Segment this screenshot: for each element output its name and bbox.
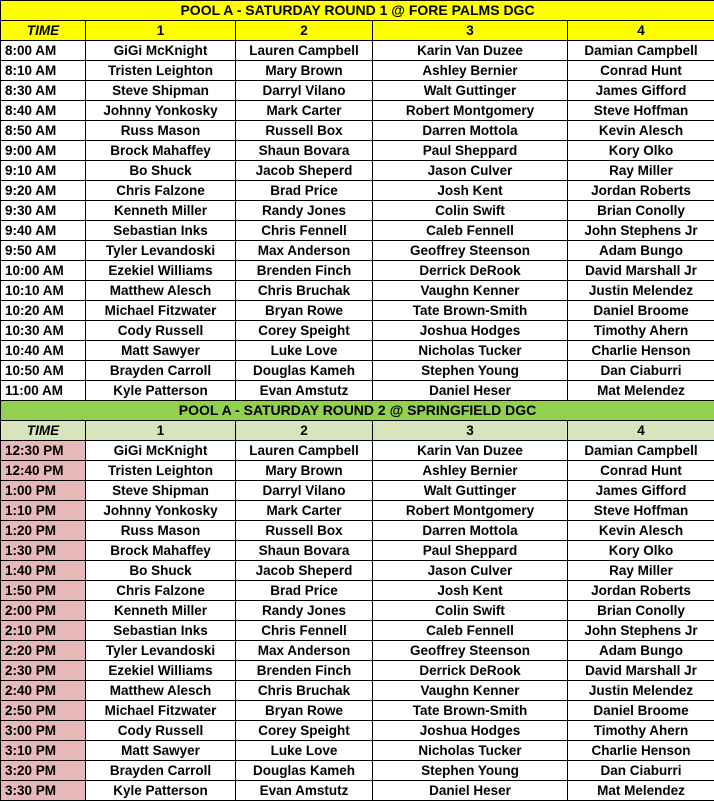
player-cell: Chris Fennell (236, 621, 373, 641)
player-cell: Shaun Bovara (236, 541, 373, 561)
player-cell: Kyle Patterson (86, 781, 236, 801)
player-cell: Charlie Henson (568, 341, 714, 361)
player-cell: Conrad Hunt (568, 461, 714, 481)
player-cell: Lauren Campbell (236, 441, 373, 461)
tee-time-cell: 2:40 PM (1, 681, 86, 701)
player-cell: Vaughn Kenner (373, 281, 568, 301)
player-cell: Corey Speight (236, 321, 373, 341)
round-title-row (1, 1, 714, 21)
player-cell: Timothy Ahern (568, 321, 714, 341)
tee-time-cell: 10:10 AM (1, 281, 86, 301)
player-cell: Adam Bungo (568, 641, 714, 661)
player-cell: Matt Sawyer (86, 741, 236, 761)
player-cell: Daniel Broome (568, 701, 714, 721)
player-cell: Tate Brown-Smith (373, 301, 568, 321)
player-cell: Tyler Levandoski (86, 241, 236, 261)
player-cell: Steve Shipman (86, 481, 236, 501)
tee-time-row (1, 541, 714, 561)
player-cell: James Gifford (568, 81, 714, 101)
tee-time-cell: 3:00 PM (1, 721, 86, 741)
tee-time-cell: 1:30 PM (1, 541, 86, 561)
player-cell: Brayden Carroll (86, 361, 236, 381)
player-cell: Matt Sawyer (86, 341, 236, 361)
player-cell: Jacob Sheperd (236, 161, 373, 181)
tee-time-row (1, 261, 714, 281)
tee-time-cell: 12:40 PM (1, 461, 86, 481)
player-cell: Colin Swift (373, 601, 568, 621)
tee-time-cell: 9:30 AM (1, 201, 86, 221)
tee-time-cell: 9:50 AM (1, 241, 86, 261)
card-position-header: 1 (86, 21, 236, 41)
player-cell: Damian Campbell (568, 441, 714, 461)
tee-time-cell: 9:40 AM (1, 221, 86, 241)
tee-time-cell: 1:20 PM (1, 521, 86, 541)
player-cell: Jordan Roberts (568, 581, 714, 601)
card-position-header: 4 (568, 21, 714, 41)
player-cell: Jordan Roberts (568, 181, 714, 201)
player-cell: Colin Swift (373, 201, 568, 221)
player-cell: Nicholas Tucker (373, 341, 568, 361)
player-cell: Stephen Young (373, 361, 568, 381)
tee-time-row (1, 761, 714, 781)
tee-time-row (1, 181, 714, 201)
player-cell: Daniel Heser (373, 381, 568, 401)
tee-time-cell: 10:20 AM (1, 301, 86, 321)
player-cell: Conrad Hunt (568, 61, 714, 81)
tee-time-cell: 3:20 PM (1, 761, 86, 781)
player-cell: Chris Falzone (86, 581, 236, 601)
player-cell: Shaun Bovara (236, 141, 373, 161)
player-cell: Dan Ciaburri (568, 361, 714, 381)
player-cell: Geoffrey Steenson (373, 641, 568, 661)
round-title: POOL A - SATURDAY ROUND 2 @ SPRINGFIELD DGC (1, 401, 714, 421)
player-cell: Brayden Carroll (86, 761, 236, 781)
player-cell: Bo Shuck (86, 561, 236, 581)
tee-time-row (1, 521, 714, 541)
card-position-header: 4 (568, 421, 714, 441)
tee-time-cell: 3:30 PM (1, 781, 86, 801)
card-position-header: 3 (373, 21, 568, 41)
player-cell: Damian Campbell (568, 41, 714, 61)
player-cell: Kory Olko (568, 541, 714, 561)
tee-time-row (1, 141, 714, 161)
player-cell: Kenneth Miller (86, 601, 236, 621)
tee-time-cell: 1:10 PM (1, 501, 86, 521)
player-cell: Jason Culver (373, 161, 568, 181)
player-cell: Mary Brown (236, 461, 373, 481)
player-cell: Paul Sheppard (373, 541, 568, 561)
tee-time-row (1, 501, 714, 521)
player-cell: Darryl Vilano (236, 481, 373, 501)
tee-time-row (1, 101, 714, 121)
player-cell: Johnny Yonkosky (86, 501, 236, 521)
player-cell: Tate Brown-Smith (373, 701, 568, 721)
tee-time-row (1, 341, 714, 361)
player-cell: Brian Conolly (568, 201, 714, 221)
player-cell: Daniel Broome (568, 301, 714, 321)
player-cell: Luke Love (236, 741, 373, 761)
player-cell: Stephen Young (373, 761, 568, 781)
tee-time-cell: 10:30 AM (1, 321, 86, 341)
tee-time-cell: 10:00 AM (1, 261, 86, 281)
tee-time-row (1, 161, 714, 181)
player-cell: Ray Miller (568, 561, 714, 581)
player-cell: Russell Box (236, 521, 373, 541)
player-cell: Mark Carter (236, 101, 373, 121)
tee-time-cell: 9:00 AM (1, 141, 86, 161)
player-cell: Chris Bruchak (236, 681, 373, 701)
player-cell: Dan Ciaburri (568, 761, 714, 781)
player-cell: Kevin Alesch (568, 121, 714, 141)
tee-time-row (1, 381, 714, 401)
round-title: POOL A - SATURDAY ROUND 1 @ FORE PALMS DGC (1, 1, 714, 21)
player-cell: Mat Melendez (568, 381, 714, 401)
player-cell: Charlie Henson (568, 741, 714, 761)
tee-time-row (1, 301, 714, 321)
player-cell: Ashley Bernier (373, 61, 568, 81)
player-cell: Cody Russell (86, 321, 236, 341)
tee-time-cell: 8:30 AM (1, 81, 86, 101)
tee-time-cell: 10:40 AM (1, 341, 86, 361)
player-cell: Joshua Hodges (373, 721, 568, 741)
player-cell: Russ Mason (86, 121, 236, 141)
player-cell: James Gifford (568, 481, 714, 501)
player-cell: Josh Kent (373, 181, 568, 201)
player-cell: Brad Price (236, 581, 373, 601)
player-cell: Paul Sheppard (373, 141, 568, 161)
player-cell: Sebastian Inks (86, 621, 236, 641)
tee-time-row (1, 561, 714, 581)
tee-time-cell: 2:50 PM (1, 701, 86, 721)
player-cell: Justin Melendez (568, 281, 714, 301)
tee-time-row (1, 701, 714, 721)
tee-time-row (1, 621, 714, 641)
player-cell: John Stephens Jr (568, 621, 714, 641)
player-cell: Cody Russell (86, 721, 236, 741)
player-cell: Kory Olko (568, 141, 714, 161)
tee-time-row (1, 601, 714, 621)
tee-time-cell: 12:30 PM (1, 441, 86, 461)
player-cell: Mark Carter (236, 501, 373, 521)
tee-time-row (1, 321, 714, 341)
tee-time-row (1, 721, 714, 741)
player-cell: Robert Montgomery (373, 501, 568, 521)
tee-time-cell: 3:10 PM (1, 741, 86, 761)
player-cell: Randy Jones (236, 601, 373, 621)
player-cell: Max Anderson (236, 241, 373, 261)
player-cell: Michael Fitzwater (86, 701, 236, 721)
player-cell: Kyle Patterson (86, 381, 236, 401)
player-cell: Caleb Fennell (373, 621, 568, 641)
player-cell: David Marshall Jr (568, 261, 714, 281)
player-cell: Ezekiel Williams (86, 661, 236, 681)
tee-time-cell: 8:40 AM (1, 101, 86, 121)
tee-time-cell: 1:00 PM (1, 481, 86, 501)
tee-time-cell: 2:00 PM (1, 601, 86, 621)
tee-time-row (1, 41, 714, 61)
tee-time-cell: 8:00 AM (1, 41, 86, 61)
player-cell: Robert Montgomery (373, 101, 568, 121)
player-cell: Brock Mahaffey (86, 141, 236, 161)
player-cell: Luke Love (236, 341, 373, 361)
tee-time-row (1, 281, 714, 301)
tee-time-cell: 11:00 AM (1, 381, 86, 401)
player-cell: Walt Guttinger (373, 481, 568, 501)
round-title-row (1, 401, 714, 421)
player-cell: Daniel Heser (373, 781, 568, 801)
tee-time-cell: 2:20 PM (1, 641, 86, 661)
player-cell: Max Anderson (236, 641, 373, 661)
player-cell: Tristen Leighton (86, 61, 236, 81)
player-cell: Darren Mottola (373, 121, 568, 141)
player-cell: Ray Miller (568, 161, 714, 181)
tee-time-cell: 10:50 AM (1, 361, 86, 381)
player-cell: Douglas Kameh (236, 761, 373, 781)
player-cell: Mary Brown (236, 61, 373, 81)
player-cell: Russell Box (236, 121, 373, 141)
tee-time-cell: 8:10 AM (1, 61, 86, 81)
time-column-header: TIME (1, 421, 86, 441)
player-cell: David Marshall Jr (568, 661, 714, 681)
tee-time-cell: 9:10 AM (1, 161, 86, 181)
tee-time-row (1, 641, 714, 661)
player-cell: Timothy Ahern (568, 721, 714, 741)
player-cell: Derrick DeRook (373, 661, 568, 681)
player-cell: Lauren Campbell (236, 41, 373, 61)
player-cell: Russ Mason (86, 521, 236, 541)
tee-time-row (1, 81, 714, 101)
player-cell: Karin Van Duzee (373, 441, 568, 461)
player-cell: Brad Price (236, 181, 373, 201)
tee-time-cell: 1:40 PM (1, 561, 86, 581)
player-cell: Bo Shuck (86, 161, 236, 181)
card-position-header: 1 (86, 421, 236, 441)
player-cell: Caleb Fennell (373, 221, 568, 241)
player-cell: Brenden Finch (236, 661, 373, 681)
player-cell: Randy Jones (236, 201, 373, 221)
tee-time-row (1, 681, 714, 701)
player-cell: Bryan Rowe (236, 701, 373, 721)
player-cell: Steve Shipman (86, 81, 236, 101)
player-cell: Mat Melendez (568, 781, 714, 801)
tee-time-cell: 8:50 AM (1, 121, 86, 141)
player-cell: Bryan Rowe (236, 301, 373, 321)
player-cell: Douglas Kameh (236, 361, 373, 381)
player-cell: Ezekiel Williams (86, 261, 236, 281)
player-cell: Josh Kent (373, 581, 568, 601)
player-cell: Chris Fennell (236, 221, 373, 241)
player-cell: Evan Amstutz (236, 381, 373, 401)
player-cell: GiGi McKnight (86, 441, 236, 461)
tee-time-row (1, 441, 714, 461)
player-cell: Johnny Yonkosky (86, 101, 236, 121)
column-header-row (1, 421, 714, 441)
card-position-header: 2 (236, 421, 373, 441)
player-cell: Vaughn Kenner (373, 681, 568, 701)
player-cell: Derrick DeRook (373, 261, 568, 281)
player-cell: Darryl Vilano (236, 81, 373, 101)
tee-time-row (1, 201, 714, 221)
tee-time-row (1, 781, 714, 801)
player-cell: Jason Culver (373, 561, 568, 581)
tee-time-row (1, 121, 714, 141)
player-cell: Kenneth Miller (86, 201, 236, 221)
card-position-header: 2 (236, 21, 373, 41)
player-cell: Matthew Alesch (86, 681, 236, 701)
player-cell: Walt Guttinger (373, 81, 568, 101)
tee-time-row (1, 581, 714, 601)
player-cell: Justin Melendez (568, 681, 714, 701)
tee-time-cell: 2:10 PM (1, 621, 86, 641)
sheet-body (1, 1, 714, 801)
tee-time-cell: 2:30 PM (1, 661, 86, 681)
player-cell: Sebastian Inks (86, 221, 236, 241)
tee-time-row (1, 241, 714, 261)
card-position-header: 3 (373, 421, 568, 441)
tee-time-row (1, 661, 714, 681)
tee-time-row (1, 61, 714, 81)
player-cell: Adam Bungo (568, 241, 714, 261)
column-header-row (1, 21, 714, 41)
player-cell: Kevin Alesch (568, 521, 714, 541)
tee-time-row (1, 221, 714, 241)
tee-time-cell: 1:50 PM (1, 581, 86, 601)
tee-time-row (1, 741, 714, 761)
player-cell: Jacob Sheperd (236, 561, 373, 581)
player-cell: Brock Mahaffey (86, 541, 236, 561)
player-cell: Brian Conolly (568, 601, 714, 621)
player-cell: Joshua Hodges (373, 321, 568, 341)
player-cell: Ashley Bernier (373, 461, 568, 481)
player-cell: Matthew Alesch (86, 281, 236, 301)
player-cell: Steve Hoffman (568, 101, 714, 121)
time-column-header: TIME (1, 21, 86, 41)
tee-time-row (1, 361, 714, 381)
player-cell: Brenden Finch (236, 261, 373, 281)
player-cell: Michael Fitzwater (86, 301, 236, 321)
player-cell: Karin Van Duzee (373, 41, 568, 61)
player-cell: Tyler Levandoski (86, 641, 236, 661)
player-cell: Darren Mottola (373, 521, 568, 541)
player-cell: Geoffrey Steenson (373, 241, 568, 261)
player-cell: Corey Speight (236, 721, 373, 741)
player-cell: GiGi McKnight (86, 41, 236, 61)
player-cell: Chris Bruchak (236, 281, 373, 301)
tee-time-cell: 9:20 AM (1, 181, 86, 201)
player-cell: Steve Hoffman (568, 501, 714, 521)
player-cell: Chris Falzone (86, 181, 236, 201)
player-cell: Evan Amstutz (236, 781, 373, 801)
tee-time-row (1, 461, 714, 481)
player-cell: Tristen Leighton (86, 461, 236, 481)
player-cell: John Stephens Jr (568, 221, 714, 241)
tee-time-row (1, 481, 714, 501)
player-cell: Nicholas Tucker (373, 741, 568, 761)
